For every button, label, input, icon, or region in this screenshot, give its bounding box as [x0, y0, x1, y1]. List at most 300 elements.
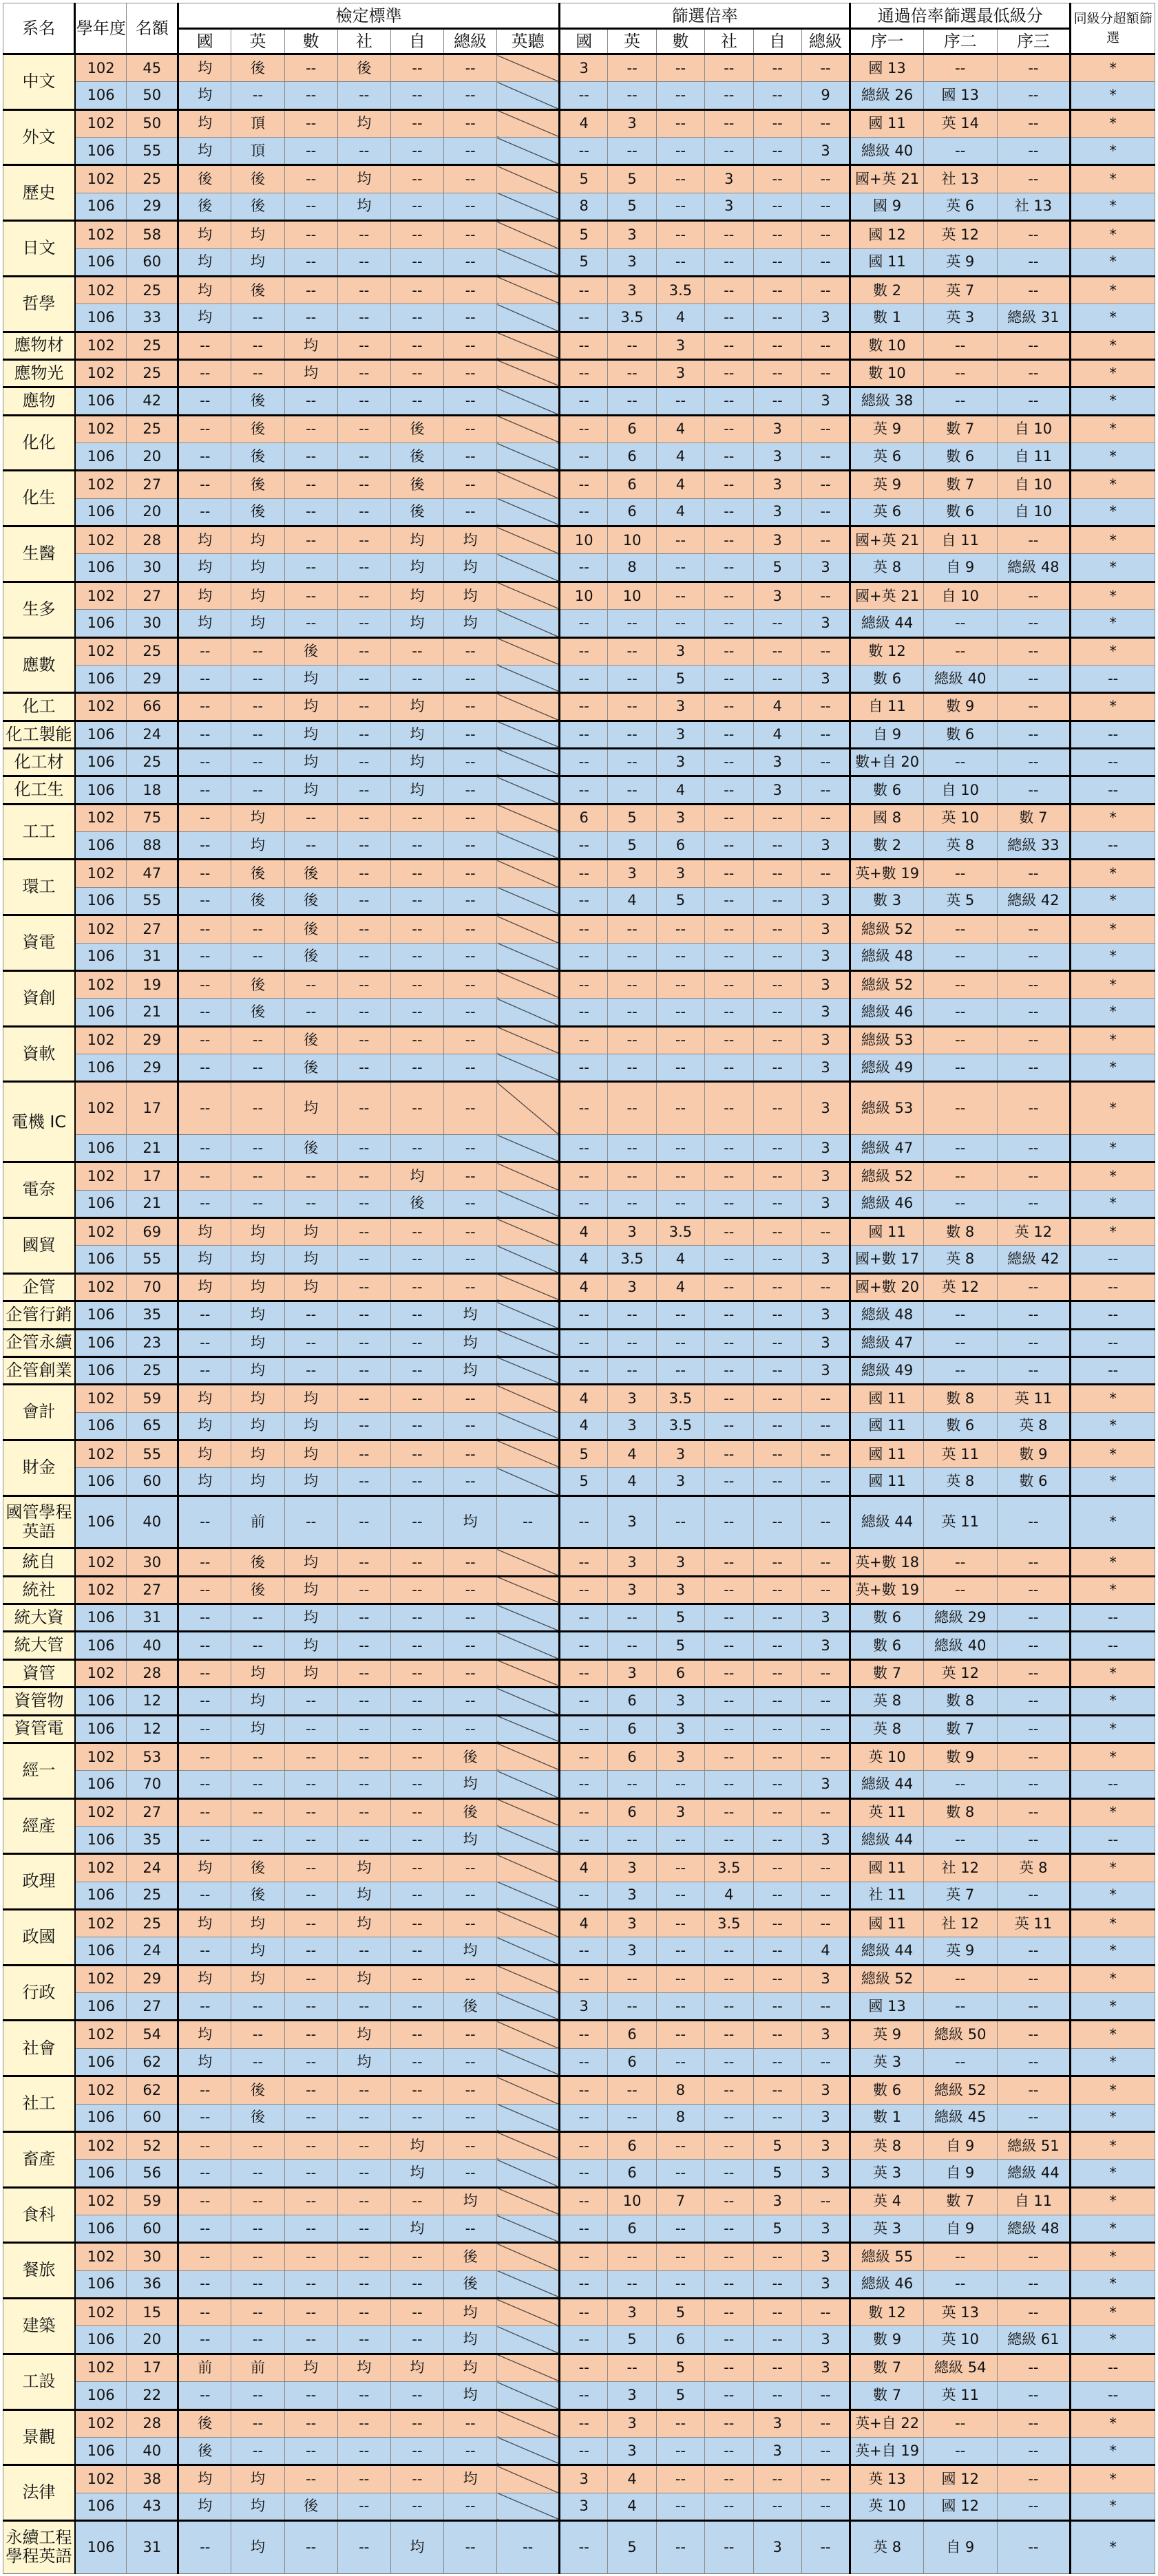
min-score-cell: -- [923, 2409, 997, 2437]
listening-na-cell [497, 943, 560, 970]
quota-cell: 52 [127, 2131, 178, 2159]
ratio-cell: -- [560, 1826, 608, 1853]
year-cell: 106 [75, 2437, 127, 2465]
year-cell: 102 [75, 1273, 127, 1301]
listening-na-cell [497, 2131, 560, 2159]
std-cell: -- [390, 221, 443, 248]
std-cell: -- [337, 1826, 390, 1853]
std-cell: -- [390, 1826, 443, 1853]
ratio-cell: 3.5 [656, 276, 704, 304]
std-cell: 後 [231, 1882, 284, 1909]
min-score-cell: 英 9 [923, 1937, 997, 1965]
dept-name: 企管 [3, 1273, 75, 1301]
ratio-cell: -- [705, 1329, 753, 1356]
min-score-cell: -- [997, 1190, 1071, 1217]
dept-name: 行政 [3, 1965, 75, 2021]
ratio-cell: -- [753, 2243, 801, 2270]
ratio-cell: 3 [656, 748, 704, 776]
std-cell: -- [444, 970, 497, 998]
std-cell: 均 [390, 582, 443, 609]
quota-cell: 25 [127, 359, 178, 387]
table-row [3, 1412, 1155, 1440]
table-row [3, 2409, 1155, 2437]
ratio-cell: -- [753, 1301, 801, 1329]
quota-cell: 62 [127, 2048, 178, 2076]
ratio-cell: -- [705, 2493, 753, 2520]
ratio-cell: -- [753, 82, 801, 109]
grade-select-cell: * [1071, 2409, 1155, 2437]
table-row [3, 1659, 1155, 1687]
min-score-cell: 數 6 [923, 498, 997, 526]
min-score-cell: 總級 40 [923, 1632, 997, 1659]
ratio-cell: -- [753, 2104, 801, 2131]
ratio-cell: -- [608, 999, 656, 1026]
listening-na-cell [497, 2215, 560, 2243]
std-cell: -- [178, 1688, 231, 1715]
ratio-cell: -- [705, 54, 753, 82]
grade-select-cell: * [1071, 2299, 1155, 2326]
std-cell: -- [284, 1329, 337, 1356]
std-cell: -- [178, 2243, 231, 2270]
listening-na-cell [497, 637, 560, 665]
std-cell: 後 [390, 498, 443, 526]
ratio-cell: -- [560, 999, 608, 1026]
quota-cell: 25 [127, 165, 178, 193]
std-cell: -- [284, 832, 337, 860]
std-cell: -- [231, 665, 284, 692]
quota-cell: 25 [127, 1910, 178, 1937]
ratio-cell: -- [801, 193, 850, 220]
quota-cell: 53 [127, 1743, 178, 1770]
min-score-cell: 總級 54 [923, 2354, 997, 2381]
std-cell: -- [231, 1135, 284, 1162]
std-cell: -- [337, 860, 390, 887]
min-score-cell: 數 10 [850, 359, 924, 387]
grade-select-cell: -- [1071, 1301, 1155, 1329]
ratio-cell: -- [753, 2326, 801, 2354]
table-row [3, 804, 1155, 831]
min-score-cell: -- [997, 1659, 1071, 1687]
year-cell: 106 [75, 1993, 127, 2021]
ratio-cell: -- [560, 1026, 608, 1054]
year-cell: 102 [75, 2076, 127, 2104]
std-cell: -- [178, 2215, 231, 2243]
std-cell: -- [444, 1412, 497, 1440]
listening-na-cell [497, 2354, 560, 2381]
ratio-cell: 5 [608, 193, 656, 220]
ratio-cell: -- [753, 109, 801, 137]
quota-cell: 59 [127, 1385, 178, 1412]
ratio-cell: -- [608, 2076, 656, 2104]
ratio-cell: -- [753, 2021, 801, 2048]
ratio-cell: -- [608, 1026, 656, 1054]
min-score-cell: -- [997, 387, 1071, 415]
std-cell: 均 [337, 2021, 390, 2048]
ratio-cell: 4 [656, 1273, 704, 1301]
grade-select-cell: * [1071, 304, 1155, 332]
ratio-cell: -- [705, 1054, 753, 1081]
min-score-cell: -- [997, 1301, 1071, 1329]
std-cell: -- [444, 637, 497, 665]
std-cell: -- [178, 1162, 231, 1190]
std-cell: -- [284, 82, 337, 109]
grade-select-cell: * [1071, 887, 1155, 915]
min-score-cell: 英 11 [923, 1495, 997, 1548]
ratio-cell: -- [705, 721, 753, 748]
std-cell: 前 [178, 2354, 231, 2381]
ratio-cell: -- [705, 248, 753, 276]
header-grade-select: 同級分超額篩選 [1071, 3, 1155, 54]
min-score-cell: -- [923, 915, 997, 943]
std-cell: -- [284, 2021, 337, 2048]
ratio-cell: -- [705, 138, 753, 165]
ratio-cell: -- [705, 1135, 753, 1162]
std-cell: -- [390, 1135, 443, 1162]
min-score-cell: 數 6 [997, 1468, 1071, 1495]
std-cell: -- [444, 776, 497, 804]
ratio-cell: -- [705, 1385, 753, 1412]
std-cell: 後 [231, 276, 284, 304]
table-row [3, 1162, 1155, 1190]
std-cell: -- [231, 304, 284, 332]
ratio-cell: -- [753, 1798, 801, 1826]
ratio-cell: 5 [608, 2326, 656, 2354]
min-score-cell: -- [997, 2493, 1071, 2520]
grade-select-cell: * [1071, 2326, 1155, 2354]
min-score-cell: -- [997, 637, 1071, 665]
ratio-cell: -- [656, 2270, 704, 2298]
ratio-cell: 6 [608, 2160, 656, 2187]
min-score-cell: 社 12 [923, 1854, 997, 1882]
std-cell: -- [337, 2104, 390, 2131]
std-cell: -- [337, 387, 390, 415]
std-cell: -- [444, 359, 497, 387]
std-cell: -- [178, 1798, 231, 1826]
std-cell: -- [444, 109, 497, 137]
table-row [3, 193, 1155, 220]
std-cell: -- [390, 1329, 443, 1356]
ratio-cell: 4 [608, 2493, 656, 2520]
min-score-cell: 英 9 [923, 248, 997, 276]
std-cell: -- [337, 637, 390, 665]
ratio-cell: -- [801, 1659, 850, 1687]
min-score-cell: 總級 51 [997, 2131, 1071, 2159]
ratio-cell: -- [705, 2520, 753, 2573]
listening-na-cell [497, 1854, 560, 1882]
header-ratio-col: 總級 [801, 29, 850, 54]
std-cell: 後 [231, 2076, 284, 2104]
header-ratio-col: 自 [753, 29, 801, 54]
min-score-cell: 總級 52 [923, 2076, 997, 2104]
std-cell: 均 [284, 1082, 337, 1135]
std-cell: 均 [178, 1854, 231, 1882]
min-score-cell: 英 13 [923, 2299, 997, 2326]
min-score-cell: -- [997, 276, 1071, 304]
ratio-cell: 3 [656, 1576, 704, 1604]
std-cell: -- [284, 1190, 337, 1217]
min-score-cell: 自 10 [923, 582, 997, 609]
std-cell: 均 [284, 1576, 337, 1604]
quota-cell: 40 [127, 1632, 178, 1659]
quota-cell: 31 [127, 943, 178, 970]
std-cell: -- [284, 2131, 337, 2159]
std-cell: -- [444, 2021, 497, 2048]
ratio-cell: -- [608, 637, 656, 665]
quota-cell: 31 [127, 1604, 178, 1632]
min-score-cell: -- [923, 332, 997, 359]
ratio-cell: -- [801, 637, 850, 665]
year-cell: 106 [75, 1632, 127, 1659]
std-cell: -- [337, 1659, 390, 1687]
min-score-cell: 自 9 [923, 2520, 997, 2573]
ratio-cell: -- [753, 1743, 801, 1770]
header-min-score: 通過倍率篩選最低級分 [850, 3, 1071, 29]
ratio-cell: -- [801, 582, 850, 609]
table-row [3, 610, 1155, 637]
std-cell: -- [337, 748, 390, 776]
ratio-cell: -- [705, 1082, 753, 1135]
std-cell: 均 [284, 1385, 337, 1412]
std-cell: -- [497, 2520, 560, 2573]
std-cell: -- [178, 776, 231, 804]
dept-name: 資管 [3, 1659, 75, 1687]
ratio-cell: 6 [608, 2215, 656, 2243]
grade-select-cell: * [1071, 943, 1155, 970]
min-score-cell: -- [997, 359, 1071, 387]
year-cell: 102 [75, 1440, 127, 1467]
year-cell: 102 [75, 1798, 127, 1826]
ratio-cell: -- [753, 387, 801, 415]
ratio-cell: -- [560, 2215, 608, 2243]
ratio-cell: -- [705, 304, 753, 332]
std-cell: -- [390, 1273, 443, 1301]
ratio-cell: -- [608, 610, 656, 637]
listening-na-cell [497, 1468, 560, 1495]
ratio-cell: -- [705, 832, 753, 860]
ratio-cell: -- [753, 276, 801, 304]
ratio-cell: -- [705, 610, 753, 637]
min-score-cell: -- [997, 1632, 1071, 1659]
std-cell: 均 [444, 2326, 497, 2354]
ratio-cell: 3 [801, 2076, 850, 2104]
quota-cell: 20 [127, 498, 178, 526]
std-cell: -- [390, 1715, 443, 1743]
grade-select-cell: * [1071, 1965, 1155, 1992]
ratio-cell: 3.5 [608, 1246, 656, 1273]
min-score-cell: 英 10 [923, 804, 997, 831]
min-score-cell: -- [997, 526, 1071, 554]
std-cell: -- [284, 109, 337, 137]
year-cell: 102 [75, 915, 127, 943]
listening-na-cell [497, 1659, 560, 1687]
grade-select-cell: -- [1071, 2382, 1155, 2409]
quota-cell: 17 [127, 1082, 178, 1135]
std-cell: -- [337, 943, 390, 970]
year-cell: 106 [75, 1301, 127, 1329]
ratio-cell: -- [801, 359, 850, 387]
min-score-cell: -- [923, 1771, 997, 1798]
ratio-cell: -- [753, 637, 801, 665]
listening-na-cell [497, 1329, 560, 1356]
ratio-cell: -- [656, 1054, 704, 1081]
ratio-cell: -- [560, 887, 608, 915]
std-cell: 後 [284, 1135, 337, 1162]
std-cell: 後 [231, 2104, 284, 2131]
min-score-cell: -- [923, 138, 997, 165]
std-cell: 均 [178, 2021, 231, 2048]
listening-na-cell [497, 1082, 560, 1135]
std-cell: -- [178, 1743, 231, 1770]
ratio-cell: -- [801, 2465, 850, 2493]
std-cell: -- [178, 887, 231, 915]
min-score-cell: 英 4 [850, 2187, 924, 2215]
min-score-cell: 英 12 [923, 1659, 997, 1687]
ratio-cell: -- [705, 887, 753, 915]
ratio-cell: 3 [801, 1826, 850, 1853]
ratio-cell: -- [705, 1548, 753, 1576]
ratio-cell: -- [560, 665, 608, 692]
header-ratio-col: 英 [608, 29, 656, 54]
std-cell: -- [390, 1301, 443, 1329]
ratio-cell: -- [705, 1273, 753, 1301]
year-cell: 106 [75, 1937, 127, 1965]
min-score-cell: 數 8 [923, 1688, 997, 1715]
ratio-cell: 10 [560, 526, 608, 554]
min-score-cell: 社 11 [850, 1882, 924, 1909]
ratio-cell: 4 [753, 693, 801, 721]
std-cell: -- [337, 1798, 390, 1826]
std-cell: 均 [178, 304, 231, 332]
min-score-cell: -- [997, 1026, 1071, 1054]
ratio-cell: -- [801, 693, 850, 721]
std-cell: 前 [231, 2354, 284, 2381]
quota-cell: 29 [127, 193, 178, 220]
listening-na-cell [497, 359, 560, 387]
std-cell: -- [231, 1743, 284, 1770]
table-header [3, 3, 1155, 54]
ratio-cell: -- [753, 970, 801, 998]
std-cell: -- [284, 387, 337, 415]
grade-select-cell: * [1071, 1688, 1155, 1715]
min-score-cell: -- [997, 1826, 1071, 1853]
min-score-cell: 總級 31 [997, 304, 1071, 332]
quota-cell: 29 [127, 1026, 178, 1054]
min-score-cell: -- [997, 2520, 1071, 2573]
ratio-cell: -- [705, 2465, 753, 2493]
ratio-cell: -- [560, 2076, 608, 2104]
std-cell: -- [231, 1026, 284, 1054]
min-score-cell: -- [923, 1826, 997, 1853]
std-cell: -- [390, 665, 443, 692]
std-cell: -- [337, 1576, 390, 1604]
listening-na-cell [497, 276, 560, 304]
std-cell: 均 [178, 1910, 231, 1937]
std-cell: -- [337, 1937, 390, 1965]
min-score-cell: -- [923, 54, 997, 82]
quota-cell: 60 [127, 2104, 178, 2131]
quota-cell: 75 [127, 804, 178, 831]
min-score-cell: -- [997, 1495, 1071, 1548]
ratio-cell: -- [705, 2243, 753, 2270]
year-cell: 102 [75, 526, 127, 554]
listening-na-cell [497, 2270, 560, 2298]
quota-cell: 22 [127, 2382, 178, 2409]
std-cell: 均 [231, 832, 284, 860]
std-cell: -- [444, 248, 497, 276]
std-cell: 後 [178, 2437, 231, 2465]
std-cell: -- [178, 637, 231, 665]
ratio-cell: -- [560, 276, 608, 304]
listening-na-cell [497, 693, 560, 721]
ratio-cell: 8 [608, 554, 656, 582]
ratio-cell: -- [753, 1548, 801, 1576]
grade-select-cell: * [1071, 1054, 1155, 1081]
std-cell: -- [178, 1082, 231, 1135]
std-cell: 均 [284, 776, 337, 804]
table-row [3, 887, 1155, 915]
min-score-cell: -- [997, 2354, 1071, 2381]
listening-na-cell [497, 471, 560, 498]
std-cell: -- [390, 304, 443, 332]
std-cell: -- [284, 1495, 337, 1548]
listening-na-cell [497, 2409, 560, 2437]
quota-cell: 50 [127, 82, 178, 109]
ratio-cell: 6 [656, 1659, 704, 1687]
quota-cell: 29 [127, 1965, 178, 1992]
quota-cell: 25 [127, 332, 178, 359]
ratio-cell: 5 [656, 1632, 704, 1659]
ratio-cell: -- [705, 2131, 753, 2159]
ratio-cell: -- [560, 1576, 608, 1604]
grade-select-cell: * [1071, 804, 1155, 831]
ratio-cell: 8 [560, 193, 608, 220]
min-score-cell: 自 9 [923, 2131, 997, 2159]
listening-na-cell [497, 1993, 560, 2021]
ratio-cell: -- [705, 1826, 753, 1853]
min-score-cell: 英 13 [850, 2465, 924, 2493]
ratio-cell: -- [656, 2437, 704, 2465]
listening-na-cell [497, 415, 560, 443]
min-score-cell: 總級 47 [850, 1135, 924, 1162]
std-cell: 均 [390, 526, 443, 554]
min-score-cell: -- [923, 1054, 997, 1081]
ratio-cell: -- [753, 1965, 801, 1992]
grade-select-cell: * [1071, 1910, 1155, 1937]
dept-name: 國管學程英語 [3, 1495, 75, 1548]
ratio-cell: 6 [560, 804, 608, 831]
ratio-cell: -- [753, 860, 801, 887]
ratio-cell: 5 [656, 2382, 704, 2409]
std-cell: 均 [444, 1826, 497, 1853]
ratio-cell: -- [801, 860, 850, 887]
ratio-cell: -- [801, 2409, 850, 2437]
min-score-cell: 英 11 [997, 1910, 1071, 1937]
ratio-cell: -- [801, 276, 850, 304]
listening-na-cell [497, 1162, 560, 1190]
std-cell: 均 [231, 1468, 284, 1495]
year-cell: 102 [75, 332, 127, 359]
std-cell: -- [337, 610, 390, 637]
min-score-cell: -- [923, 1576, 997, 1604]
grade-select-cell: -- [1071, 1604, 1155, 1632]
std-cell: -- [284, 498, 337, 526]
std-cell: 均 [444, 2382, 497, 2409]
min-score-cell: 總級 42 [997, 1246, 1071, 1273]
ratio-cell: 3 [656, 359, 704, 387]
std-cell: -- [284, 1743, 337, 1770]
ratio-cell: -- [801, 1798, 850, 1826]
std-cell: -- [284, 2326, 337, 2354]
